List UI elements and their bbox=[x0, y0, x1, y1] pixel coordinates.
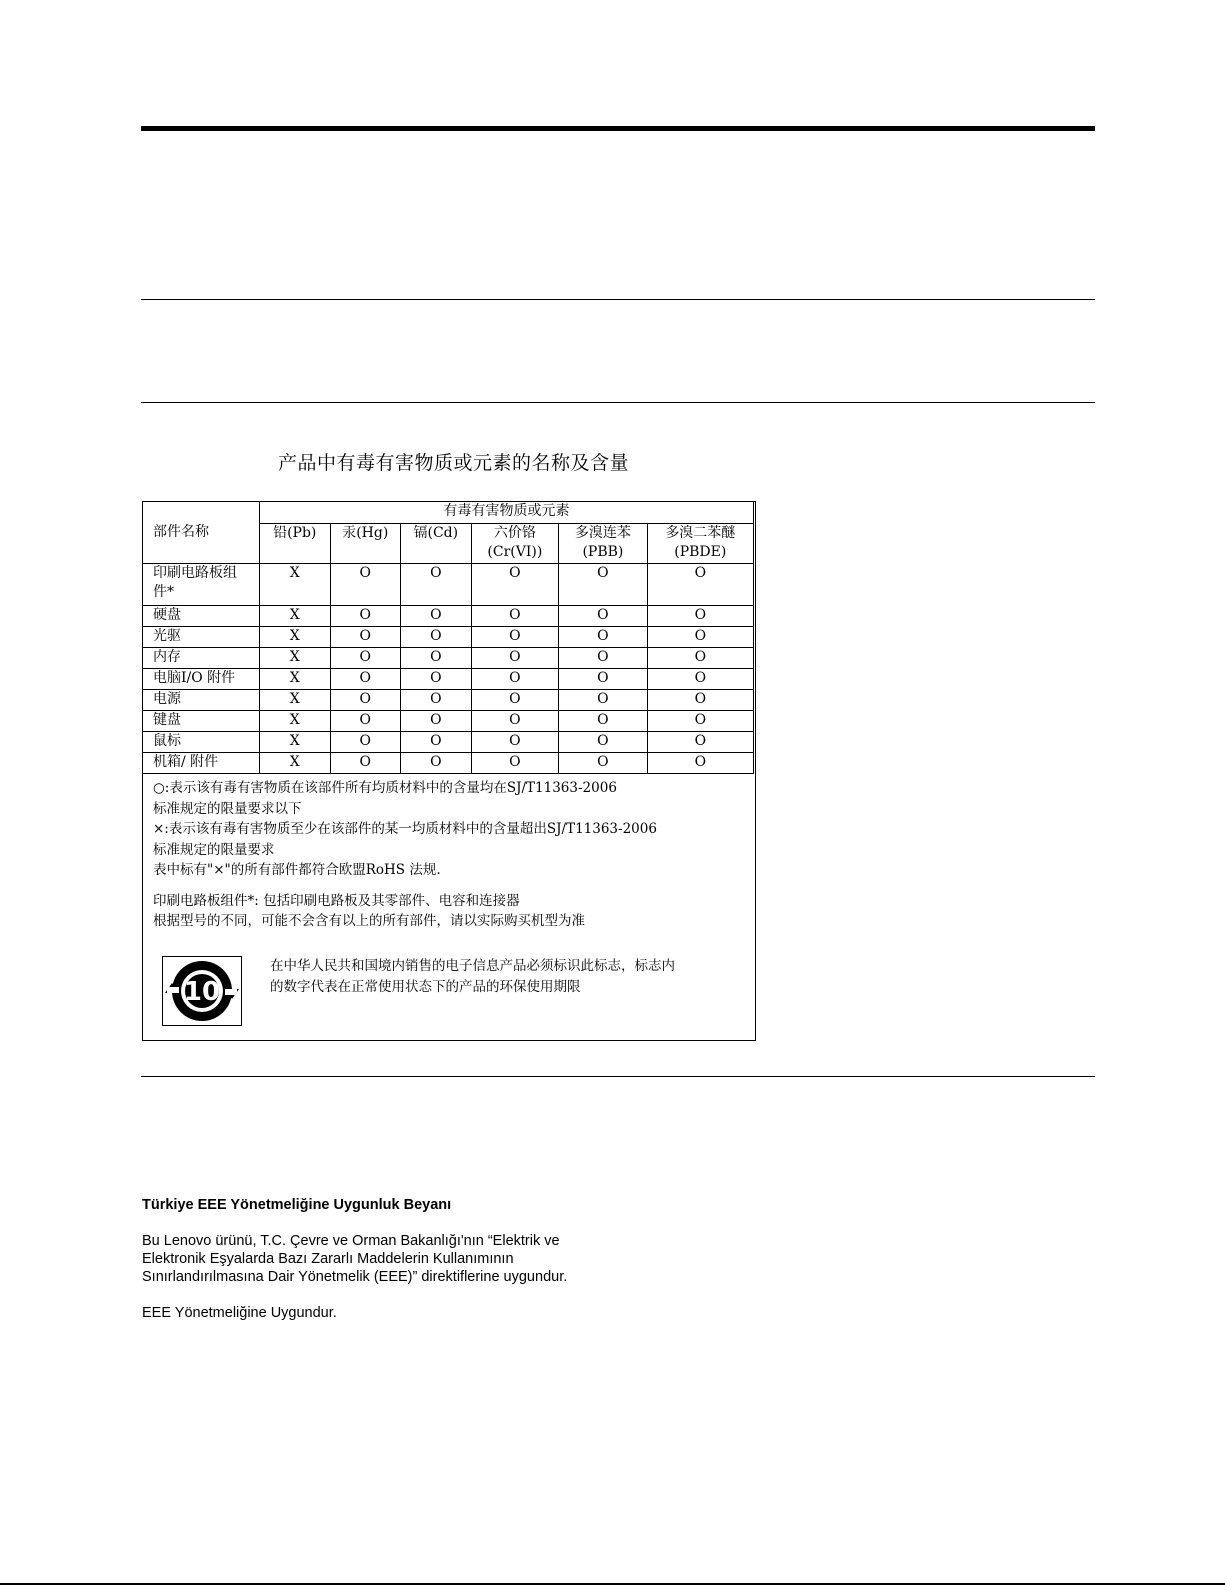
column-header: 镉(Cd) bbox=[401, 524, 472, 564]
value-cell: O bbox=[401, 627, 472, 648]
value-cell: O bbox=[471, 627, 559, 648]
column-header: 铅(Pb) bbox=[259, 524, 330, 564]
note-model-line: 根据型号的不同，可能不会含有以上的所有部件，请以实际购买机型为准 bbox=[153, 913, 585, 929]
turkey-eee-title: Türkiye EEE Yönetmeliğine Uygunluk Beyanı bbox=[142, 1197, 452, 1213]
value-cell: O bbox=[647, 732, 753, 753]
substance-group-header: 有毒有害物质或元素 bbox=[259, 502, 753, 524]
table-row bbox=[143, 648, 754, 669]
note-x-line: 标准规定的限量要求 bbox=[153, 841, 275, 858]
note-o-line: 标准规定的限量要求以下 bbox=[153, 800, 302, 817]
part-name-cell: 鼠标 bbox=[143, 732, 260, 753]
table-row bbox=[143, 711, 754, 732]
section-divider bbox=[141, 1076, 1095, 1077]
epup-logo bbox=[162, 956, 242, 1026]
table-row bbox=[143, 606, 754, 627]
part-name-cell: 光驱 bbox=[143, 627, 260, 648]
value-cell: O bbox=[401, 753, 472, 774]
value-cell: X bbox=[259, 753, 330, 774]
value-cell: O bbox=[401, 606, 472, 627]
value-cell: O bbox=[471, 669, 559, 690]
value-cell: X bbox=[259, 606, 330, 627]
value-cell: O bbox=[330, 690, 401, 711]
value-cell: X bbox=[259, 648, 330, 669]
value-cell: O bbox=[330, 564, 401, 606]
value-cell: O bbox=[559, 690, 647, 711]
part-name-cell: 机箱/ 附件 bbox=[143, 753, 260, 774]
value-cell: O bbox=[559, 627, 647, 648]
note-o-line: ○:表示该有毒有害物质在该部件所有均质材料中的含量均在SJ/T11363-2006 bbox=[153, 780, 617, 796]
value-cell: X bbox=[259, 627, 330, 648]
value-cell: O bbox=[471, 564, 559, 606]
svg-text:10: 10 bbox=[183, 977, 221, 1007]
value-cell: O bbox=[471, 711, 559, 732]
table-notes bbox=[153, 778, 753, 932]
turkey-eee-compliance: EEE Yönetmeliğine Uygundur. bbox=[142, 1305, 337, 1321]
value-cell: X bbox=[259, 711, 330, 732]
note-rohs-line: 表中标有"×"的所有部件都符合欧盟RoHS 法规. bbox=[153, 862, 441, 878]
turkey-eee-text: Sınırlandırılmasına Dair Yönetmelik (EEE)” direktiflerine uygundur. bbox=[142, 1269, 568, 1285]
table-row bbox=[143, 690, 754, 711]
value-cell: O bbox=[330, 606, 401, 627]
value-cell: O bbox=[401, 732, 472, 753]
table-row bbox=[143, 669, 754, 690]
epup-description: 在中华人民共和国境内销售的电子信息产品必须标识此标志，标志内 的数字代表在正常使用状态下的产品的环保使用期限 bbox=[270, 958, 675, 995]
section-divider bbox=[141, 299, 1095, 300]
value-cell: X bbox=[259, 690, 330, 711]
turkey-eee-text: Bu Lenovo ürünü, T.C. Çevre ve Orman Bakanlığı'nın “Elektrik ve bbox=[142, 1233, 560, 1249]
table-row bbox=[143, 753, 754, 774]
value-cell: O bbox=[330, 669, 401, 690]
part-name-cell: 电源 bbox=[143, 690, 260, 711]
value-cell: O bbox=[471, 732, 559, 753]
value-cell: O bbox=[330, 732, 401, 753]
value-cell: O bbox=[330, 753, 401, 774]
part-name-cell: 键盘 bbox=[143, 711, 260, 732]
value-cell: O bbox=[559, 564, 647, 606]
note-x-line: ×:表示该有毒有害物质至少在该部件的某一均质材料中的含量超出SJ/T11363-2006 bbox=[153, 821, 657, 837]
part-name-header: 部件名称 bbox=[143, 502, 260, 564]
value-cell: X bbox=[259, 732, 330, 753]
chinese-table-title: 产品中有毒有害物质或元素的名称及含量 bbox=[278, 452, 630, 474]
value-cell: O bbox=[330, 648, 401, 669]
part-name-cell: 电脑I/O 附件 bbox=[143, 669, 260, 690]
note-pcb-line: 印刷电路板组件*: 包括印刷电路板及其零部件、电容和连接器 bbox=[153, 892, 520, 909]
value-cell: X bbox=[259, 564, 330, 606]
column-header: 汞(Hg) bbox=[330, 524, 401, 564]
value-cell: O bbox=[330, 627, 401, 648]
value-cell: O bbox=[647, 711, 753, 732]
value-cell: O bbox=[559, 753, 647, 774]
part-name-cell: 硬盘 bbox=[143, 606, 260, 627]
value-cell: O bbox=[559, 711, 647, 732]
rohs-disclosure-box bbox=[142, 501, 756, 1041]
value-cell: O bbox=[647, 564, 753, 606]
value-cell: O bbox=[647, 606, 753, 627]
column-header: 六价铬 (Cr(VI)) bbox=[471, 524, 559, 564]
value-cell: O bbox=[559, 732, 647, 753]
value-cell: O bbox=[559, 606, 647, 627]
section-divider bbox=[141, 402, 1095, 403]
value-cell: O bbox=[401, 669, 472, 690]
value-cell: O bbox=[647, 648, 753, 669]
value-cell: O bbox=[401, 564, 472, 606]
table-row bbox=[143, 564, 754, 606]
value-cell: O bbox=[647, 690, 753, 711]
turkey-eee-declaration bbox=[142, 1196, 842, 1322]
value-cell: O bbox=[559, 648, 647, 669]
value-cell: O bbox=[647, 669, 753, 690]
column-header: 多溴连苯 (PBB) bbox=[559, 524, 647, 564]
table-row bbox=[143, 732, 754, 753]
header-rule bbox=[141, 126, 1095, 131]
value-cell: O bbox=[401, 690, 472, 711]
part-name-cell: 内存 bbox=[143, 648, 260, 669]
turkey-eee-text: Elektronik Eşyalarda Bazı Zararlı Maddelerin Kullanımının bbox=[142, 1251, 514, 1267]
value-cell: O bbox=[330, 711, 401, 732]
value-cell: O bbox=[471, 648, 559, 669]
part-name-cell: 印刷电路板组 件* bbox=[143, 564, 260, 606]
value-cell: O bbox=[647, 753, 753, 774]
epup-10-icon bbox=[163, 957, 241, 1025]
value-cell: X bbox=[259, 669, 330, 690]
value-cell: O bbox=[401, 711, 472, 732]
column-header: 多溴二苯醚 (PBDE) bbox=[647, 524, 753, 564]
value-cell: O bbox=[401, 648, 472, 669]
table-row bbox=[143, 627, 754, 648]
value-cell: O bbox=[471, 690, 559, 711]
value-cell: O bbox=[647, 627, 753, 648]
value-cell: O bbox=[471, 606, 559, 627]
hazardous-substances-table bbox=[142, 501, 754, 774]
value-cell: O bbox=[559, 669, 647, 690]
value-cell: O bbox=[471, 753, 559, 774]
